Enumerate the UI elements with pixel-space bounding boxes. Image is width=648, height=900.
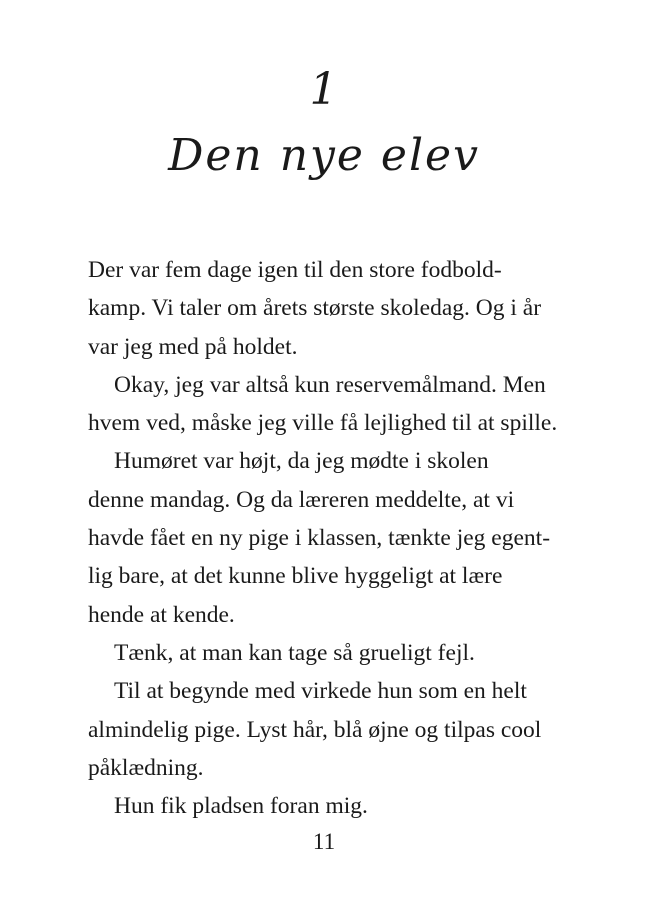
text-line: lig bare, at det kunne blive hyggeligt at lære [88,563,503,590]
text-line: Til at begynde med virkede hun som en helt [114,678,527,705]
text-line: hvem ved, måske jeg ville få lejlighed til at spille. [88,410,558,437]
text-line: denne mandag. Og da læreren meddelte, at vi [88,486,515,513]
text-line: Humøret var højt, da jeg mødte i skolen [114,448,489,475]
text-line: hende at kende. [88,601,235,628]
page-number: 11 [312,829,336,854]
text-line: Tænk, at man kan tage så grueligt fejl. [114,639,475,666]
text-line: Hun fik pladsen foran mig. [114,793,368,820]
text-line: kamp. Vi taler om årets største skoledag. Og i år [88,295,542,322]
text-line: Okay, jeg var altså kun reservemålmand. Men [114,371,546,398]
text-line: var jeg med på holdet. [88,333,298,360]
text-line: havde fået en ny pige i klassen, tænkte jeg egent- [88,525,551,552]
chapter-title: Den nye elev [168,130,480,181]
body-text [88,251,568,825]
text-line: almindelig pige. Lyst hår, blå øjne og tilpas cool [88,716,542,743]
text-line: Der var fem dage igen til den store fodbold- [88,257,502,283]
text-line: påklædning. [88,754,204,781]
chapter-number: 1 [309,64,339,115]
